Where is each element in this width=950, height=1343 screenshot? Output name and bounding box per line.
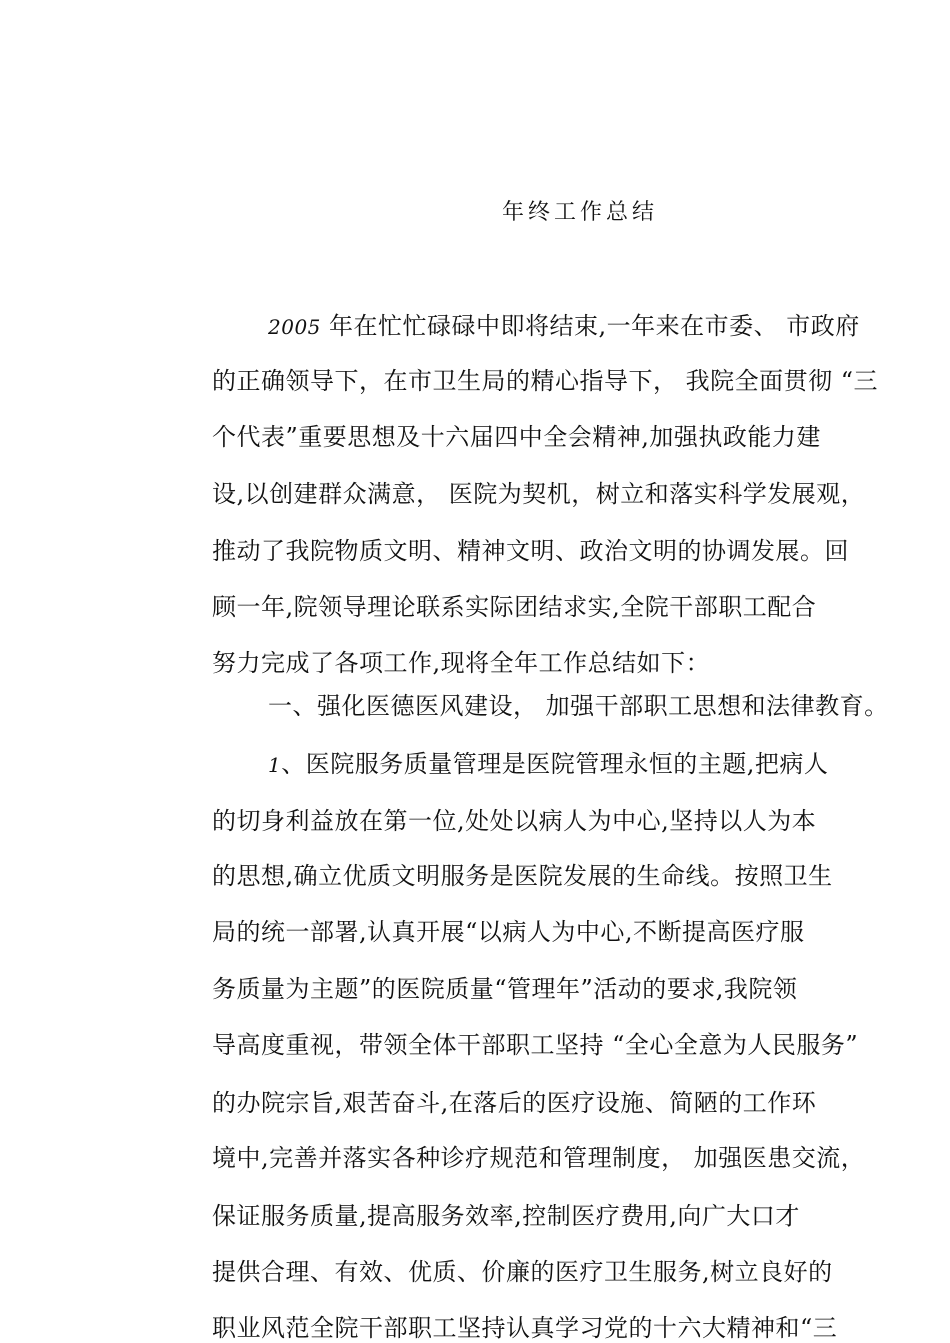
body-line-4: 设,以创建群众满意， 医院为契机，树立和落实科学发展观， [212,480,866,508]
body-line-17: 保证服务质量,提高服务效率,控制医疗费用,向广大口才 [212,1202,800,1230]
line-text: 年在忙忙碌碌中即将结束,一年来在市委、 市政府 [320,312,860,340]
body-line-15: 的办院宗旨,艰苦奋斗,在落后的医疗设施、简陋的工作环 [212,1089,817,1117]
body-line-10: 的切身利益放在第一位,处处以病人为中心,坚持以人为本 [212,807,817,835]
document-title: 年终工作总结 [501,200,658,225]
year-number: 2005 [268,315,321,339]
body-line-13: 务质量为主题”的医院质量“管理年”活动的要求,我院领 [212,975,798,1003]
body-line-7: 努力完成了各项工作,现将全年工作总结如下： [212,649,711,677]
body-line-14: 导高度重视，带领全体干部职工坚持 “全心全意为人民服务” [212,1031,859,1059]
body-line-6: 顾一年,院领导理论联系实际团结求实,全院干部职工配合 [212,593,817,621]
line-text: 、医院服务质量管理是医院管理永恒的主题,把病人 [281,750,829,778]
body-line-3: 个代表”重要思想及十六届四中全会精神,加强执政能力建 [212,423,821,451]
body-line-19: 职业风范全院干部职工坚持认真学习党的十六大精神和“三 [212,1314,838,1342]
body-line-18: 提供合理、有效、优质、价廉的医疗卫生服务,树立良好的 [212,1258,833,1286]
body-line-2: 的正确领导下，在市卫生局的精心指导下， 我院全面贯彻 “三 [212,367,879,395]
item-number: 1 [268,753,282,777]
body-line-1 [268,311,860,342]
body-line-11: 的思想,确立优质文明服务是医院发展的生命线。按照卫生 [212,862,833,890]
section-heading-1: 一、强化医德医风建设， 加强干部职工思想和法律教育。 [268,692,889,720]
body-line-16: 境中,完善并落实各种诊疗规范和管理制度， 加强医患交流， [212,1144,866,1172]
body-line-12: 局的统一部署,认真开展“以病人为中心,不断提高医疗服 [212,918,805,946]
body-line-5: 推动了我院物质文明、精神文明、政治文明的协调发展。回 [212,537,849,565]
body-line-9 [268,749,828,780]
